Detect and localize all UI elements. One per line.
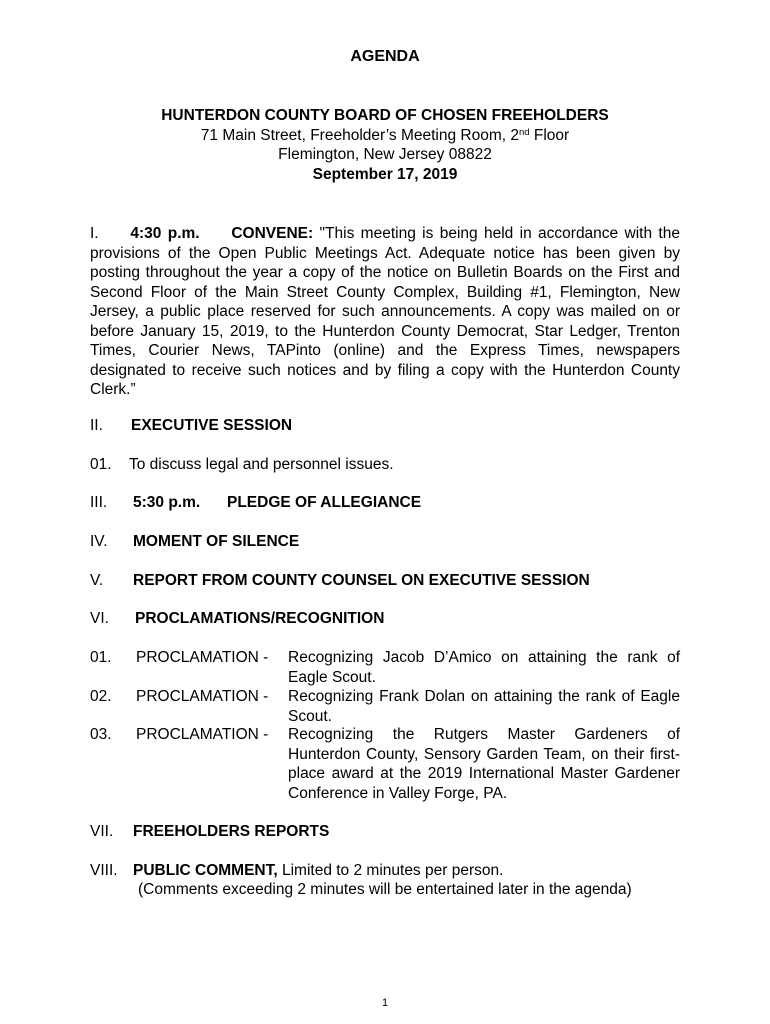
address-text: 71 Main Street, Freeholder’s Meeting Room, 2 xyxy=(200,126,519,144)
item-number: 02. xyxy=(90,688,112,705)
section-number: VI. xyxy=(90,610,109,627)
address-floor: Floor xyxy=(529,126,570,144)
section-number: VIII. xyxy=(90,862,118,879)
item-number: 03. xyxy=(90,726,112,743)
meeting-date: September 17, 2019 xyxy=(312,166,458,184)
section-number: I. xyxy=(90,225,99,242)
section-label: FREEHOLDERS REPORTS xyxy=(133,823,330,840)
convene-time: 4:30 p.m. xyxy=(130,225,200,242)
section-number: V. xyxy=(90,572,104,589)
public-comment-text: Limited to 2 minutes per person. xyxy=(277,862,504,879)
item-text: To discuss legal and personnel issues. xyxy=(129,456,394,473)
page-title: AGENDA xyxy=(350,48,420,65)
item-text: Recognizing Frank Dolan on attaining the rank of Eagle Scout. xyxy=(288,688,680,725)
public-comment-note: (Comments exceeding 2 minutes will be entertained later in the agenda) xyxy=(138,881,632,898)
page-number: 1 xyxy=(381,997,389,1009)
section-label: EXECUTIVE SESSION xyxy=(131,417,293,434)
item-type: PROCLAMATION - xyxy=(136,649,269,666)
section-number: IV. xyxy=(90,533,108,550)
item-type: PROCLAMATION - xyxy=(136,688,269,705)
address-superscript: nd xyxy=(519,126,530,138)
item-text: Recognizing Jacob D’Amico on attaining the rank of Eagle Scout. xyxy=(288,649,680,686)
item-number: 01. xyxy=(90,649,112,666)
document-header xyxy=(90,106,680,185)
section-label: MOMENT OF SILENCE xyxy=(133,533,300,550)
pledge-time: 5:30 p.m. xyxy=(133,494,201,511)
section-number: VII. xyxy=(90,823,114,840)
meeting-city: Flemington, New Jersey 08822 xyxy=(278,146,492,164)
section-label: PLEDGE OF ALLEGIANCE xyxy=(227,494,422,511)
section-label: PROCLAMATIONS/RECOGNITION xyxy=(135,610,385,627)
public-comment-line xyxy=(133,861,503,881)
convene-text: "This meeting is being held in accordance with the provisions of the Open Public Meetings Act. Adequate notice has been given by posting throughout the year a copy of the notice on Bulletin Boards on the First and Second Floor of the Main Street County Complex, Building #1, Flemington, New Jersey, a public place reserved for such announcements. A copy was mailed on or before January 15, 2019, to the Hunterdon County Democrat, Star Ledger, Trenton Times, Courier News, TAPinto (online) and the Express Times, newspapers designated to receive such notices and by filing a copy with the Hunterdon County Clerk.” xyxy=(90,225,680,398)
section-number: II. xyxy=(90,417,103,434)
organization-name: HUNTERDON COUNTY BOARD OF CHOSEN FREEHOLDERS xyxy=(161,107,609,124)
section-label: REPORT FROM COUNTY COUNSEL ON EXECUTIVE SESSION xyxy=(133,572,590,589)
item-number: 01. xyxy=(90,456,112,473)
section-label: PUBLIC COMMENT, xyxy=(133,862,278,879)
item-type: PROCLAMATION - xyxy=(136,726,269,743)
section-number: III. xyxy=(90,494,108,511)
item-text: Recognizing the Rutgers Master Gardeners of Hunterdon County, Sensory Garden Team, on their first-place award at the 2019 International Master Gardener Conference in Valley Forge, PA. xyxy=(288,726,680,802)
convene-label: CONVENE: xyxy=(231,225,314,242)
convene-section xyxy=(90,224,680,400)
meeting-address xyxy=(90,126,680,146)
